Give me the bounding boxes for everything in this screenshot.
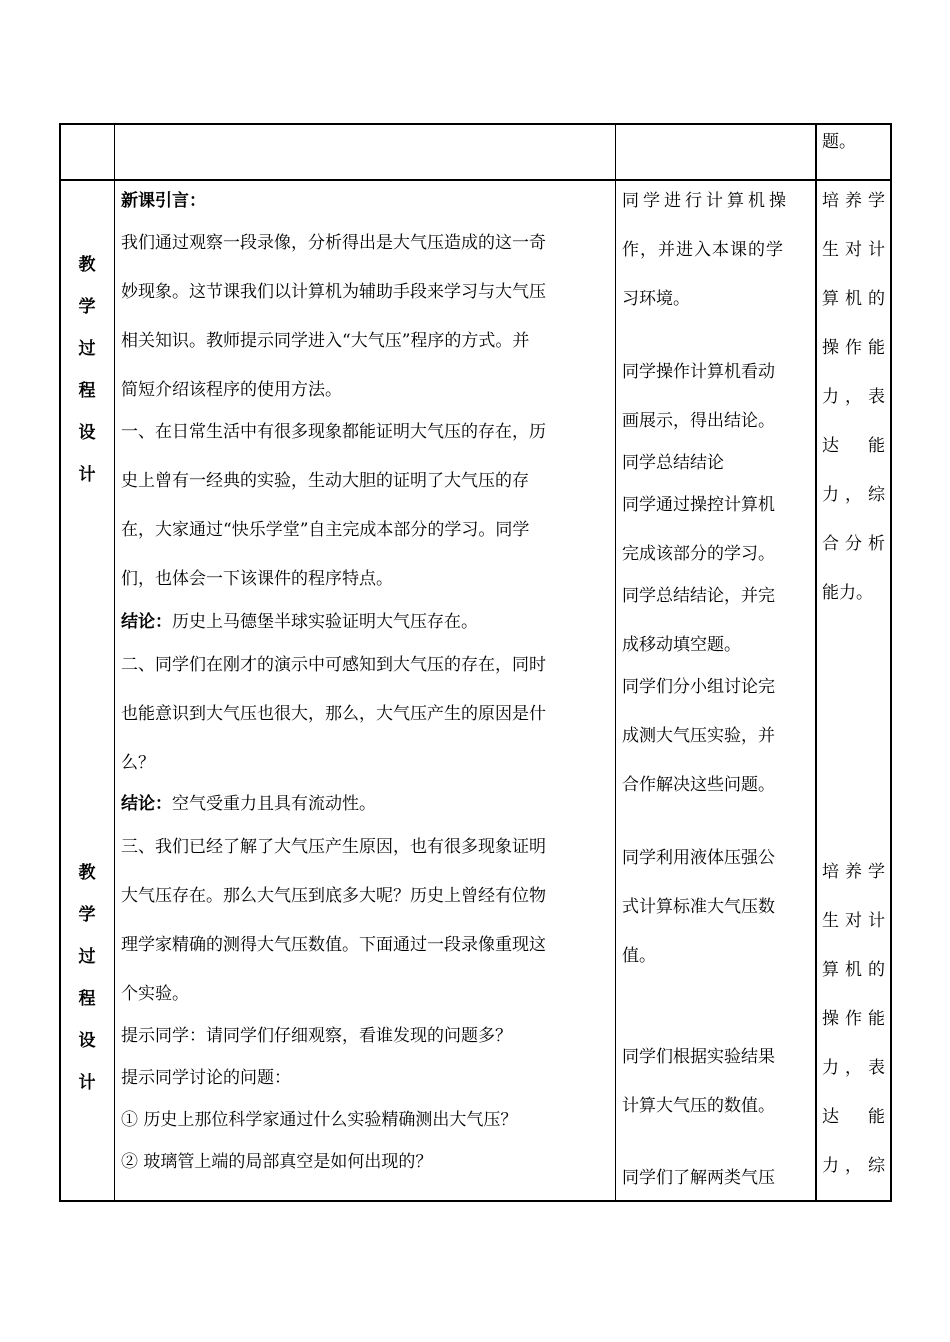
section-label-char: 程: [78, 381, 96, 401]
student-line: 合作解决这些问题。: [622, 775, 775, 795]
content-line: 在，大家通过“快乐学堂”自主完成本部分的学习。同学: [121, 520, 530, 540]
conclusion-text: 空气受重力且具有流动性。: [172, 794, 376, 814]
purpose-line: 生对计: [822, 911, 891, 931]
row-divider: [59, 179, 892, 181]
content-line: 们，也体会一下该课件的程序特点。: [121, 569, 393, 589]
student-line: 值。: [622, 946, 656, 966]
section-label-char: 计: [78, 465, 96, 485]
section-label-char: 学: [78, 297, 96, 317]
top-row-purpose-text: 题。: [822, 132, 856, 152]
purpose-line: 达 能: [822, 1107, 891, 1127]
student-line: 成移动填空题。: [622, 635, 741, 655]
section-label-char: 过: [78, 947, 96, 967]
purpose-line: 算机的: [822, 960, 891, 980]
student-line: 式计算标准大气压数: [622, 897, 775, 917]
conclusion-line: [121, 794, 376, 815]
content-line: 三、我们已经了解了大气压产生原因，也有很多现象证明: [121, 837, 546, 857]
content-line: 妙现象。这节课我们以计算机为辅助手段来学习与大气压: [121, 282, 546, 302]
content-line: 史上曾有一经典的实验，生动大胆的证明了大气压的存: [121, 471, 529, 491]
section-label-char: 学: [78, 905, 96, 925]
student-line: 计算大气压的数值。: [622, 1096, 775, 1116]
content-line: ① 历史上那位科学家通过什么实验精确测出大气压？: [121, 1110, 518, 1130]
student-line: 同学操作计算机看动: [622, 362, 775, 382]
purpose-line: 培养学: [822, 862, 891, 882]
purpose-line: 力，表: [822, 1058, 891, 1078]
student-line: 成测大气压实验，并: [622, 726, 775, 746]
content-line: 大气压存在。那么大气压到底多大呢？历史上曾经有位物: [121, 886, 546, 906]
student-line: 同学总结结论: [622, 453, 724, 473]
section-label-char: 计: [78, 1073, 96, 1093]
conclusion-label: 结论：: [121, 794, 172, 814]
section-label-char: 过: [78, 339, 96, 359]
purpose-line: 力，综: [822, 485, 891, 505]
content-line: 也能意识到大气压也很大，那么，大气压产生的原因是什: [121, 704, 546, 724]
content-line: 一、在日常生活中有很多现象都能证明大气压的存在，历: [121, 422, 546, 442]
student-line: 同学们分小组讨论完: [622, 677, 775, 697]
purpose-line: 力，表: [822, 387, 891, 407]
conclusion-line: [121, 612, 478, 633]
conclusion-label: 结论：: [121, 612, 172, 632]
content-line: 相关知识。教师提示同学进入“大气压”程序的方式。并: [121, 331, 530, 351]
column-divider-2: [615, 123, 616, 1202]
student-line: 同学们根据实验结果: [622, 1047, 775, 1067]
purpose-line: 算机的: [822, 289, 891, 309]
section-label-char: 程: [78, 989, 96, 1009]
student-line: 同学通过操控计算机: [622, 495, 775, 515]
student-line: 同学们了解两类气压: [622, 1168, 775, 1188]
purpose-line: 操作能: [822, 1009, 891, 1029]
content-line: 提示同学：请同学们仔细观察，看谁发现的问题多？: [121, 1026, 512, 1046]
content-line: 简短介绍该程序的使用方法。: [121, 380, 342, 400]
section-label-char: 设: [78, 423, 96, 443]
content-line: 理学家精确的测得大气压数值。下面通过一段录像重现这: [121, 935, 546, 955]
content-line: 二、同学们在刚才的演示中可感知到大气压的存在，同时: [121, 655, 546, 675]
conclusion-text: 历史上马德堡半球实验证明大气压存在。: [172, 612, 478, 632]
student-line: 作，并进入本课的学: [622, 240, 784, 260]
student-line: 完成该部分的学习。: [622, 544, 775, 564]
section-label-char: 教: [78, 863, 96, 883]
content-line: 我们通过观察一段录像，分析得出是大气压造成的这一奇: [121, 233, 546, 253]
student-line: 同学利用液体压强公: [622, 848, 775, 868]
section-label-char: 教: [78, 255, 96, 275]
student-line: 习环境。: [622, 289, 690, 309]
student-line: 同学进行计算机操: [622, 191, 790, 211]
purpose-line: 生对计: [822, 240, 891, 260]
column-divider-1: [114, 123, 115, 1202]
student-line: 同学总结结论，并完: [622, 586, 775, 606]
student-line: 画展示，得出结论。: [622, 411, 775, 431]
purpose-line: 合分析: [822, 534, 891, 554]
purpose-line: 力，综: [822, 1156, 891, 1176]
content-line: 么？: [121, 753, 155, 773]
purpose-line: 培养学: [822, 191, 891, 211]
purpose-line: 能力。: [822, 583, 873, 603]
section-label-char: 设: [78, 1031, 96, 1051]
purpose-line: 操作能: [822, 338, 891, 358]
content-line: ② 玻璃管上端的局部真空是如何出现的？: [121, 1152, 433, 1172]
column-divider-3: [815, 123, 817, 1202]
content-line: 提示同学讨论的问题：: [121, 1068, 291, 1088]
content-line: 个实验。: [121, 984, 189, 1004]
content-line: 新课引言：: [121, 191, 206, 211]
purpose-line: 达 能: [822, 436, 891, 456]
